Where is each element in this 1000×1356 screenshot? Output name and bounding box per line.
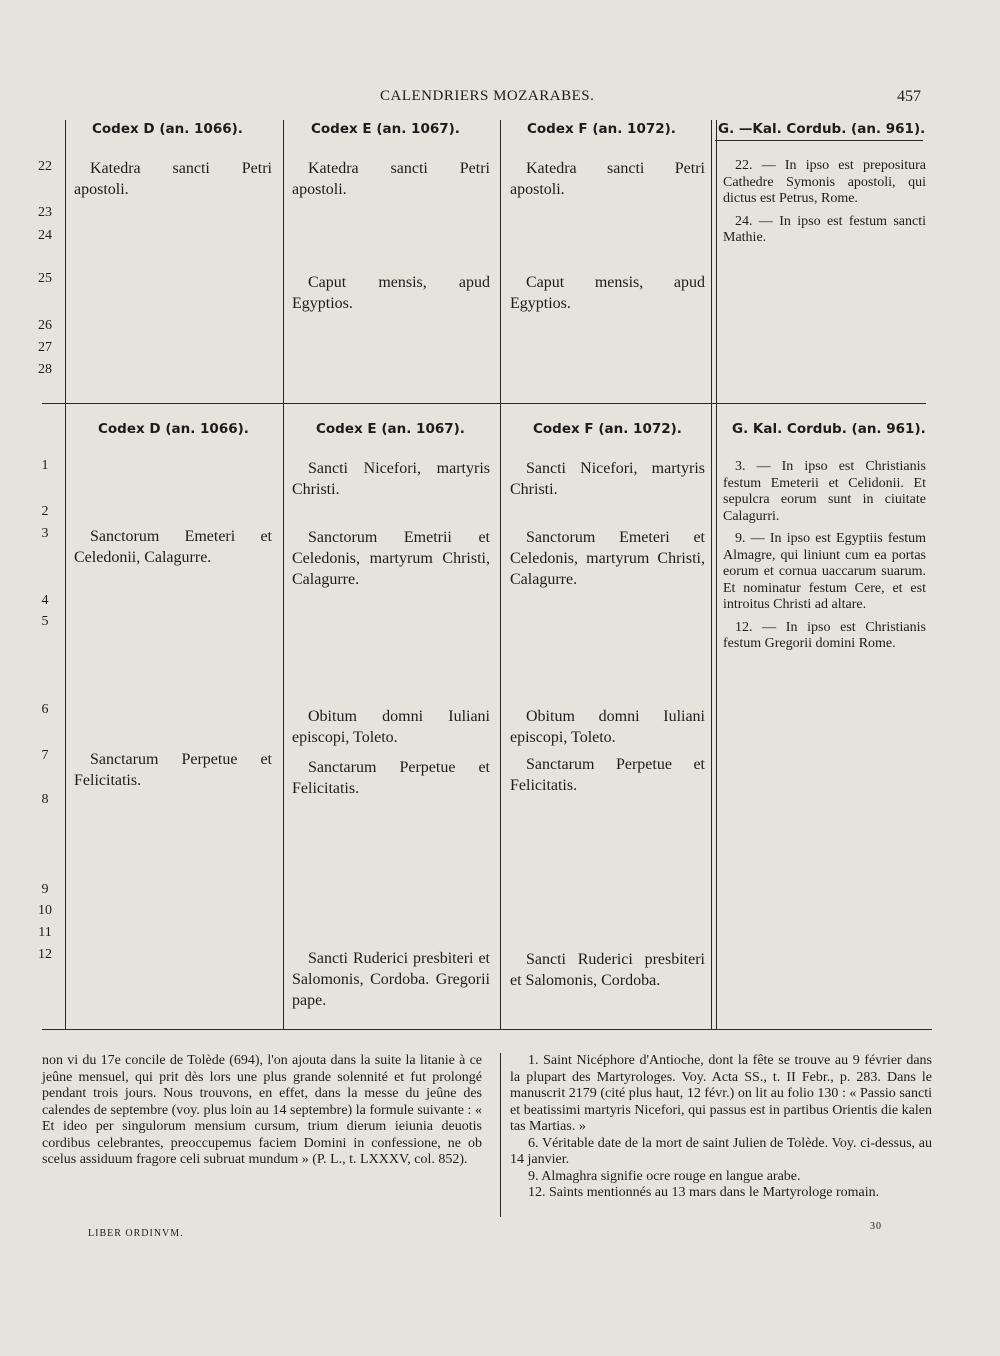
day-number: 5 — [41, 614, 49, 629]
table1-rule-days — [65, 120, 66, 403]
entry-e-emetrii: Sanctorum Emetrii et Celedonis, martyrum Christi, Calagurre. — [292, 529, 490, 588]
footnote-1: 1. Saint Nicéphore d'Antioche, dont la fête se trouve au 9 février dans la plupart des Martyrologes. Voy. Acta SS., t. II Febr., p. 283. Dans le manuscrit 2179 (cité plus haut, 12 févr.) on lit au folio 130 : « Passio sancti et beatissimi martyris Nicefori, qui passus est in partibus Orientis die kalen tas Martias. » — [510, 1053, 932, 1134]
day-number: 23 — [38, 205, 52, 220]
day-number: 22 — [38, 159, 52, 174]
signature-mark: LIBER ORDINVM. — [88, 1228, 184, 1239]
table1-header-codex-d: Codex D (an. 1066). — [92, 121, 243, 137]
table1-rule-f1 — [711, 120, 712, 403]
footnotes-right — [510, 1053, 932, 1202]
table2-header-codex-e: Codex E (an. 1067). — [316, 421, 465, 437]
entry-f-perpetue: Sanctarum Perpetue et Felicitatis. — [510, 756, 705, 794]
footnote-left — [42, 1053, 482, 1169]
g-note-9: 9. — In ipso est Egyptiis festum Almagre, qui liniunt cum ea portas eorum et cornua uaccarum suarum. Et nominatur festum Cere, et est introitus Christi ad altare. — [723, 531, 926, 612]
footnote-left-text: non vi du 17e concile de Tolède (694), l'on ajouta dans la suite la litanie à ce jeûne mensuel, qui prit dès lors une plus grande solennité et fut prolongé pendant trois jours. Nous trouvons, en effet, dans la messe du jeûne des calendes de septembre (voy. plus loin au 14 septembre) la formule suivante : « Et ideo per singulorum mensium cursum, trium dierum ieiunia deuotis cordibus celebrantes, preoccupemus faciem Domini in confessione, ne ob scelus assiduum fragore celi subruat mundum » (P. L., t. LXXXV, col. 852). — [42, 1053, 482, 1167]
entry-e-nicefori: Sancti Nicefori, martyris Christi. — [292, 460, 490, 498]
table2-header-codex-f: Codex F (an. 1072). — [533, 421, 682, 437]
entry-d-emeteri: Sanctorum Emeteri et Celedonii, Calagurre. — [74, 528, 272, 566]
table2-header-kal-cordub: G. Kal. Cordub. (an. 961). — [732, 421, 926, 437]
table-separator — [42, 403, 926, 404]
day-number: 7 — [41, 748, 49, 763]
table2-rule-e — [500, 404, 501, 1029]
day-number: 8 — [41, 792, 49, 807]
day-number: 24 — [38, 228, 52, 243]
entry-f-nicefori: Sancti Nicefori, martyris Christi. — [510, 460, 705, 498]
entry-f-ruderici: Sancti Ruderici presbiteri et Salomonis, Cordoba. — [510, 951, 705, 989]
footnote-column-rule — [500, 1053, 501, 1217]
table1-header-codex-f: Codex F (an. 1072). — [527, 121, 676, 137]
day-number: 1 — [41, 458, 49, 473]
table2-rule-f2 — [716, 404, 717, 1029]
day-number: 6 — [41, 702, 49, 717]
footnote-separator — [42, 1029, 932, 1030]
table1-rule-f2 — [716, 120, 717, 403]
day-number: 28 — [38, 362, 52, 377]
entry-d-perpetue: Sanctarum Perpetue et Felicitatis. — [74, 751, 272, 789]
entry-f-emeteri: Sanctorum Emeteri et Celedonis, martyrum Christi, Calagurre. — [510, 529, 705, 588]
day-number: 4 — [41, 593, 49, 608]
table2-rule-days — [65, 404, 66, 1029]
table2-rule-f1 — [711, 404, 712, 1029]
g-note-12: 12. — In ipso est Christianis festum Gregorii domini Rome. — [723, 619, 926, 651]
table1-header-codex-e: Codex E (an. 1067). — [311, 121, 460, 137]
g-note-22: 22. — In ipso est prepositura Cathedre Symonis apostoli, qui dictus est Petrus, Rome. — [723, 158, 926, 206]
entry-e-katedra: Katedra sancti Petri apostoli. — [292, 160, 490, 198]
day-number: 25 — [38, 271, 52, 286]
table2-header-codex-d: Codex D (an. 1066). — [98, 421, 249, 437]
footnote-6: 6. Véritable date de la mort de saint Julien de Tolède. Voy. ci-dessus, au 14 janvier. — [510, 1135, 932, 1167]
day-number: 10 — [38, 903, 52, 918]
page-number: 457 — [897, 88, 921, 105]
day-number: 27 — [38, 340, 52, 355]
entry-e-perpetue: Sanctarum Perpetue et Felicitatis. — [292, 759, 490, 797]
g-note-3: 3. — In ipso est Christianis festum Emeterii et Celidonii. Et sepulcra eorum sunt in ciuitate Calagurri. — [723, 459, 926, 524]
table1-header-kal-cordub: G. —Kal. Cordub. (an. 961). — [718, 121, 926, 137]
footnote-9: 9. Almaghra signifie ocre rouge en langue arabe. — [528, 1168, 801, 1184]
entry-f-caput: Caput mensis, apud Egyptios. — [510, 274, 705, 312]
entry-d-katedra: Katedra sancti Petri apostoli. — [74, 160, 272, 198]
table1-g-header-rule — [715, 140, 923, 141]
entry-f-katedra: Katedra sancti Petri apostoli. — [510, 160, 705, 198]
running-title: CALENDRIERS MOZARABES. — [380, 88, 595, 104]
table2-rule-d — [283, 404, 284, 1029]
day-number: 26 — [38, 318, 52, 333]
entry-e-ruderici: Sancti Ruderici presbiteri et Salomonis, Cordoba. Gregorii pape. — [292, 950, 490, 1009]
entry-e-caput: Caput mensis, apud Egyptios. — [292, 274, 490, 312]
day-number: 2 — [41, 504, 49, 519]
table1-rule-d — [283, 120, 284, 403]
g-note-24: 24. — In ipso est festum sancti Mathie. — [723, 213, 926, 245]
entry-g-february — [723, 158, 926, 253]
running-header — [0, 88, 1000, 108]
sheet-number: 30 — [870, 1221, 882, 1232]
table1-rule-e — [500, 120, 501, 403]
entry-e-iuliani: Obitum domni Iuliani episcopi, Toleto. — [292, 708, 490, 746]
day-number: 3 — [41, 526, 49, 541]
day-number: 11 — [38, 925, 52, 940]
footnote-12: 12. Saints mentionnés au 13 mars dans le Martyrologe romain. — [528, 1185, 880, 1200]
day-number: 9 — [41, 882, 49, 897]
entry-f-iuliani: Obitum domni Iuliani episcopi, Toleto. — [510, 708, 705, 746]
entry-g-march — [723, 459, 926, 659]
day-number: 12 — [38, 947, 52, 962]
